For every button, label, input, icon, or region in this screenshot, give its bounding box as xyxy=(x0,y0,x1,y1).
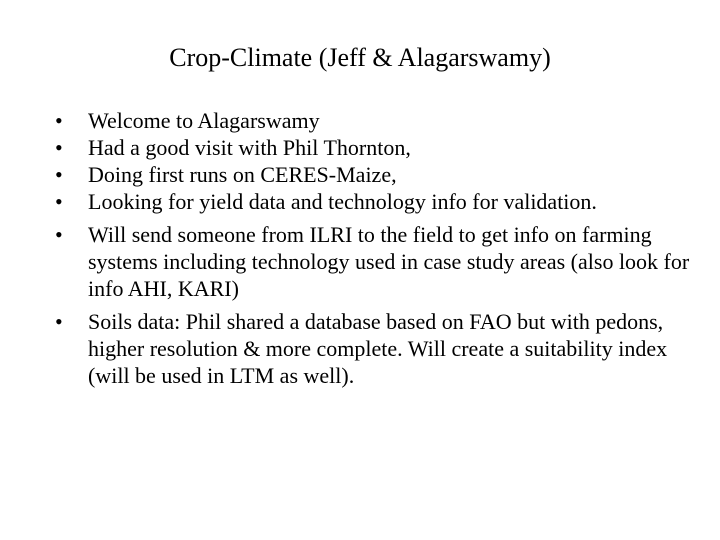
bullet-dot-icon: • xyxy=(55,135,63,160)
bullet-dot-icon: • xyxy=(55,108,63,133)
bullet-item xyxy=(55,308,695,389)
bullet-dot-icon: • xyxy=(55,222,63,247)
bullet-text: Had a good visit with Phil Thornton, xyxy=(88,135,411,160)
bullet-item xyxy=(55,107,695,134)
bullet-dot-icon: • xyxy=(55,162,63,187)
bullet-item xyxy=(55,188,695,215)
bullet-item xyxy=(55,134,695,161)
bullet-text: Soils data: Phil shared a database based on FAO but with pedons, higher resolution & more complete. Will create a suitability index (will be used in LTM as well). xyxy=(88,309,668,388)
bullet-item xyxy=(55,221,695,302)
bullet-dot-icon: • xyxy=(55,309,63,334)
slide-title: Crop-Climate (Jeff & Alagarswamy) xyxy=(169,43,551,72)
bullet-text: Welcome to Alagarswamy xyxy=(88,108,320,133)
bullet-dot-icon: • xyxy=(55,189,63,214)
bullet-text: Doing first runs on CERES-Maize, xyxy=(88,162,397,187)
bullet-text: Will send someone from ILRI to the field to get info on farming systems including technology used in case study areas (also look for info AHI, KARI) xyxy=(88,222,690,301)
bullet-list xyxy=(55,107,695,389)
bullet-text: Looking for yield data and technology info for validation. xyxy=(88,189,597,214)
bullet-item xyxy=(55,161,695,188)
